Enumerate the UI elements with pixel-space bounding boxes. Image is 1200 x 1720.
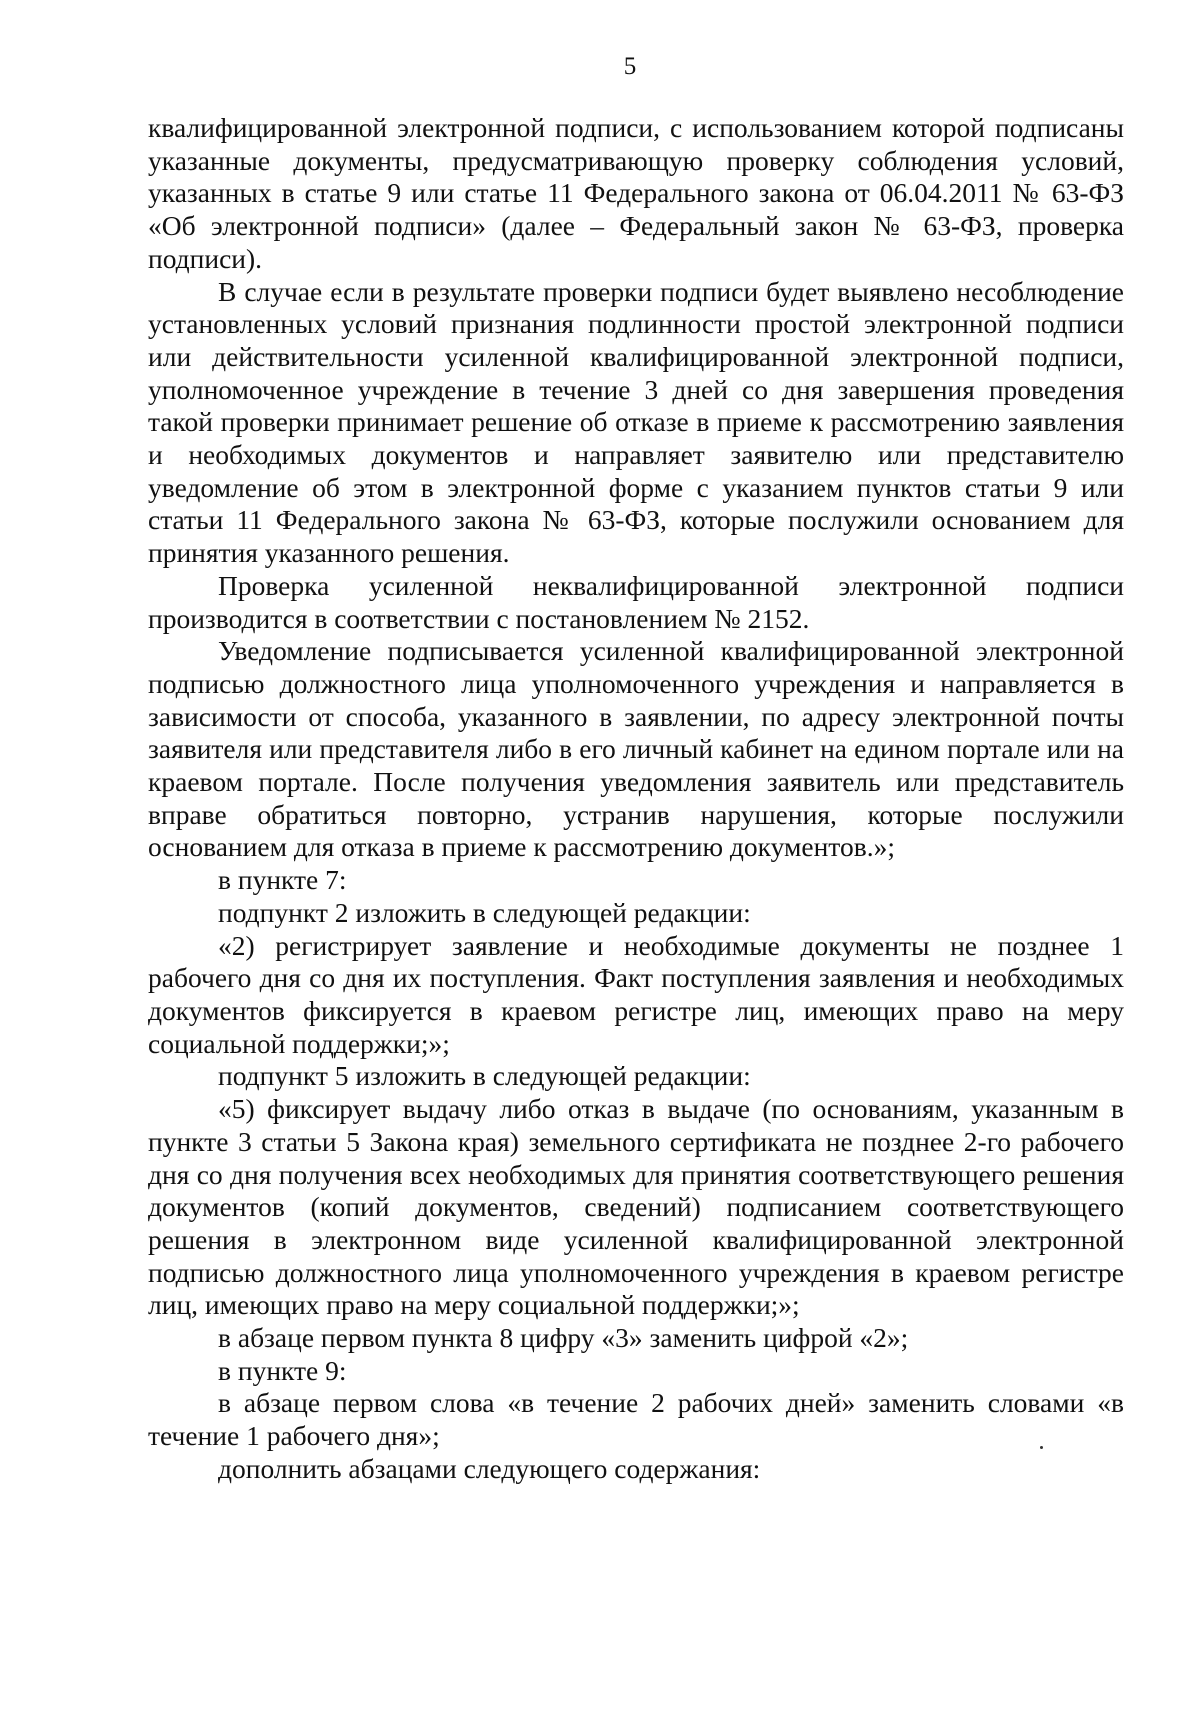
paragraph-point-9: в пункте 9: — [218, 1354, 347, 1386]
paragraph-subpoint-5-text: «5) фиксирует выдачу либо отказ в выдаче (по основаниям, указанным в пункте 3 статьи 5 Закона края) земельного сертификата не позднее 2-го рабочего дня со дня получения всех необходимых для принятия соответствующего решения документов (копий документов, сведений) подписанием соответствующего решения в электронном виде усиленной квалифицированной электронной подписью должностного лица уполномоченного учреждения в краевом регистре лиц, имеющих право на меру социальной поддержки;»; — [148, 1093, 1124, 1321]
paragraph-point-9-first: в абзаце первом слова «в течение 2 рабочих дней» заменить словами «в течение 1 рабочего дня»; — [148, 1387, 1124, 1452]
scan-speck — [1040, 1446, 1043, 1449]
document-body — [148, 112, 1124, 1486]
page-number: 5 — [623, 53, 637, 80]
paragraph-unqualified-check: Проверка усиленной неквалифицированной электронной подписи производится в соответствии с постановлением № 2152. — [148, 569, 1124, 634]
paragraph-subpoint-2-intro: подпункт 2 изложить в следующей редакции: — [218, 896, 751, 928]
paragraph-point-7: в пункте 7: — [218, 864, 347, 896]
paragraph-supplement: дополнить абзацами следующего содержания: — [218, 1452, 761, 1484]
paragraph-check-failure: В случае если в результате проверки подписи будет выявлено несоблюдение установленных условий признания подлинности простой электронной подписи или действительности усиленной квалифицированной электронной подписи, уполномоченное учреждение в течение 3 дней со дня завершения проведения такой проверки принимает решение об отказе в приеме к рассмотрению заявления и необходимых документов и направляет заявителю или представителю уведомление об этом в электронной форме с указанием пунктов статьи 9 или статьи 11 Федерального закона № 63-ФЗ, которые послужили основанием для принятия указанного решения. — [148, 275, 1124, 569]
paragraph-notification: Уведомление подписывается усиленной квалифицированной электронной подписью должностного лица уполномоченного учреждения и направляется в зависимости от способа, указанного в заявлении, по адресу электронной почты заявителя или представителя либо в его личный кабинет на едином портале или на краевом портале. После получения уведомления заявитель или представитель вправе обратиться повторно, устранив нарушения, которые послужили основанием для отказа в приеме к рассмотрению документов.»; — [148, 635, 1124, 863]
paragraph-subpoint-2-text: «2) регистрирует заявление и необходимые документы не позднее 1 рабочего дня со дня их поступления. Факт поступления заявления и необходимых документов фиксируется в краевом регистре лиц, имеющих право на меру социальной поддержки;»; — [148, 929, 1124, 1059]
paragraph-subpoint-5-intro: подпункт 5 изложить в следующей редакции: — [218, 1060, 751, 1092]
paragraph-signature-check: квалифицированной электронной подписи, с использованием которой подписаны указанные документы, предусматривающую проверку соблюдения условий, указанных в статье 9 или статье 11 Федерального закона от 06.04.2011 № 63-ФЗ «Об электронной подписи» (далее – Федеральный закон № 63-ФЗ, проверка подписи). — [148, 112, 1124, 274]
paragraph-point-8: в абзаце первом пункта 8 цифру «3» заменить цифрой «2»; — [218, 1322, 909, 1354]
